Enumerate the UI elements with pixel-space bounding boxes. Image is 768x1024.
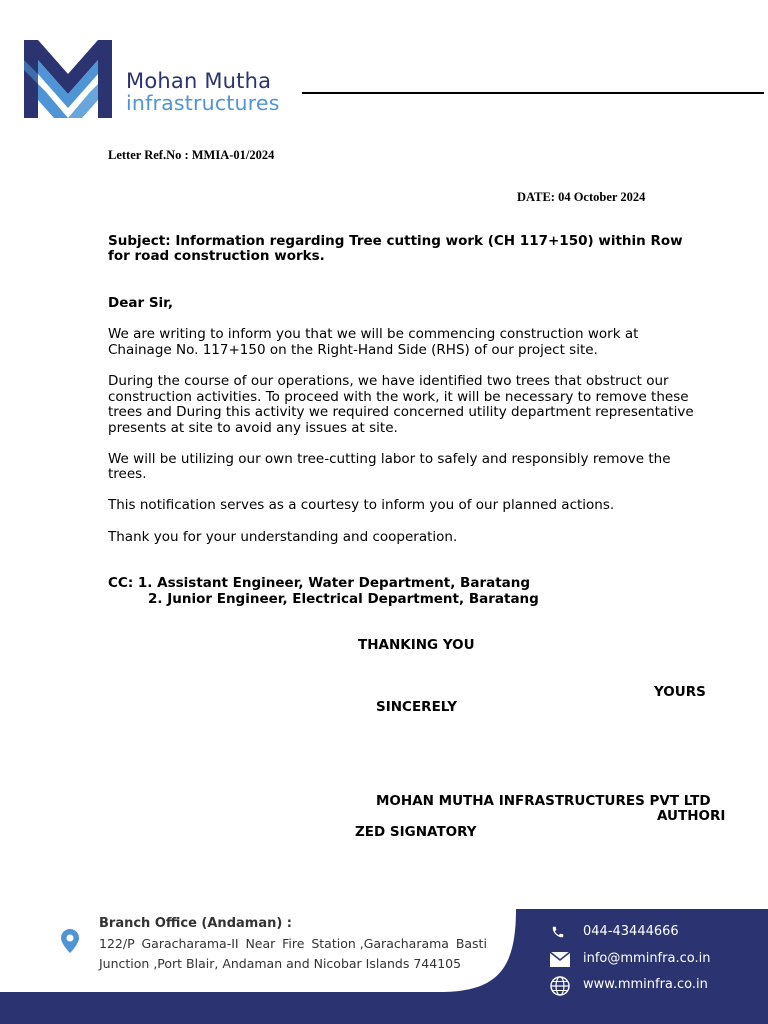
- letter-ref: Letter Ref.No : MMIA-01/2024: [108, 148, 275, 162]
- para3-line2: trees.: [108, 466, 147, 482]
- thanking-you: THANKING YOU: [358, 637, 475, 653]
- yours: YOURS: [654, 684, 706, 700]
- subject-line-2: for road construction works.: [108, 248, 325, 264]
- para2-line4: presents at site to avoid any issues at site.: [108, 420, 398, 436]
- para4: This notification serves as a courtesy to inform you of our planned actions.: [108, 497, 615, 513]
- para2-line2: construction activities. To proceed with the work, it will be necessary to remove these: [108, 389, 689, 405]
- address-part: Station ,Garacharama: [311, 936, 449, 951]
- subject-line-1: Subject: Information regarding Tree cutting work (CH 117+150) within Row: [108, 233, 683, 249]
- signing-company: MOHAN MUTHA INFRASTRUCTURES PVT LTD: [376, 793, 711, 809]
- company-name-line1: Mohan Mutha: [126, 69, 272, 93]
- footer: [0, 896, 768, 1024]
- mm-monogram-logo-icon: [24, 40, 112, 118]
- para1-line2: Chainage No. 117+150 on the Right-Hand Side (RHS) of our project site.: [108, 342, 598, 358]
- para3-line1: We will be utilizing our own tree-cutting labor to safely and responsibly remove the: [108, 451, 671, 467]
- salutation: Dear Sir,: [108, 295, 173, 311]
- branch-title: Branch Office (Andaman) :: [99, 916, 293, 931]
- globe-icon: [550, 976, 570, 996]
- address-part: Basti: [455, 936, 487, 951]
- phone-icon: [551, 925, 565, 939]
- sincerely: SINCERELY: [376, 699, 458, 715]
- address-line-1: [99, 936, 487, 951]
- address-line-2: Junction ,Port Blair, Andaman and Nicobar Islands 744105: [99, 956, 462, 971]
- address-part: Fire: [282, 936, 305, 951]
- company-logo: [24, 40, 112, 118]
- header-rule: [302, 92, 764, 94]
- email-icon: [550, 952, 570, 967]
- phone-number: 044-43444666: [583, 924, 679, 939]
- website-link[interactable]: www.mminfra.co.in: [583, 977, 708, 992]
- letter-date: DATE: 04 October 2024: [517, 190, 646, 204]
- cc-line-2: 2. Junior Engineer, Electrical Department, Baratang: [148, 591, 539, 607]
- address-part: Garacharama-II: [141, 936, 239, 951]
- address-part: Near: [245, 936, 276, 951]
- para1-line1: We are writing to inform you that we will be commencing construction work at: [108, 326, 639, 342]
- para2-line1: During the course of our operations, we have identified two trees that obstruct our: [108, 373, 669, 389]
- cc-line-1: CC: 1. Assistant Engineer, Water Department, Baratang: [108, 575, 531, 591]
- location-pin-icon: [61, 929, 79, 953]
- authorized-part1: AUTHORI: [657, 808, 726, 824]
- para5: Thank you for your understanding and cooperation.: [108, 529, 458, 545]
- email-address: info@mminfra.co.in: [583, 951, 711, 966]
- company-name-line2: infrastructures: [126, 91, 280, 115]
- para2-line3: trees and During this activity we required concerned utility department representative: [108, 404, 694, 420]
- address-part: 122/P: [99, 936, 135, 951]
- authorized-part2: ZED SIGNATORY: [355, 824, 477, 840]
